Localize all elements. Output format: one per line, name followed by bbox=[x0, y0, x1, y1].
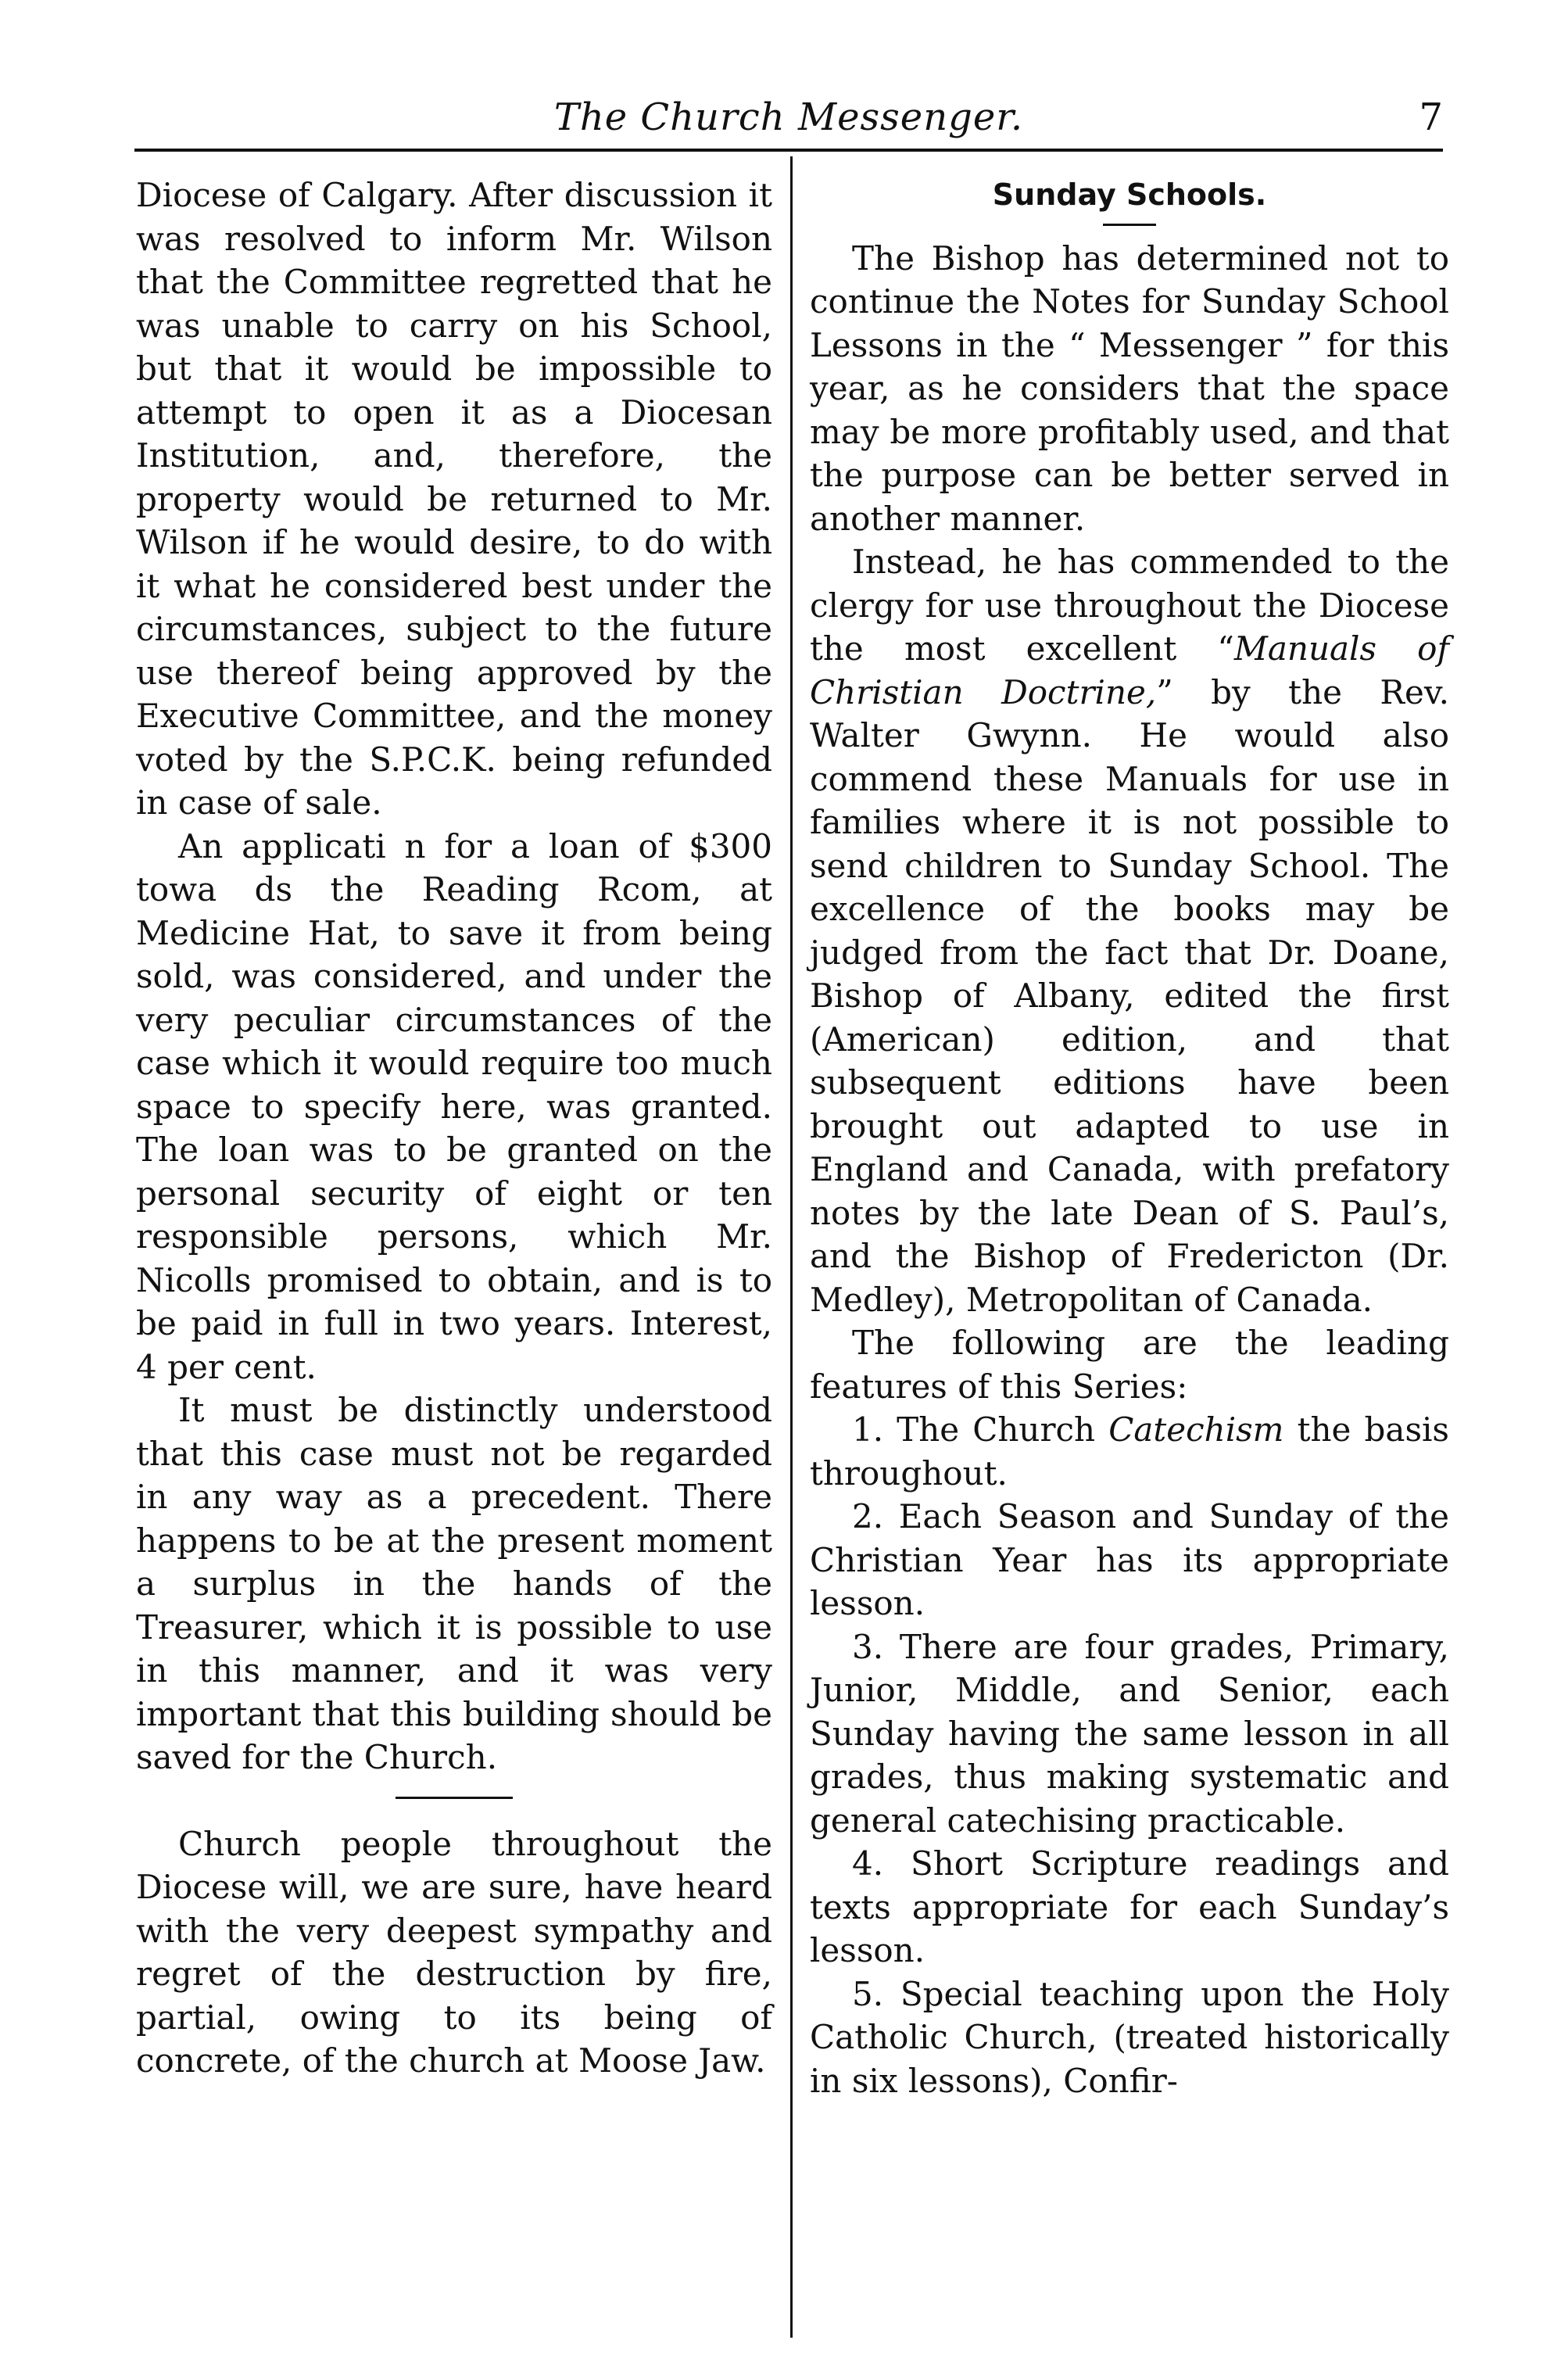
list-item: 2. Each Season and Sunday of the Christian Year has its appropriate lesson. bbox=[810, 1497, 1449, 1622]
page-header bbox=[134, 92, 1443, 153]
paragraph-features-intro: The following are the leading features of this Series: bbox=[810, 1324, 1449, 1406]
header-rule bbox=[134, 149, 1443, 152]
page-number: 7 bbox=[1419, 95, 1443, 139]
item1-italic: Catechism bbox=[1108, 1410, 1284, 1449]
item1-before: 1. The Church bbox=[852, 1410, 1109, 1449]
list-item bbox=[810, 1408, 1449, 1495]
paragraph-reading-room-loan: An applicati n for a loan of $300 towa ds the Reading Rcom, at Medicine Hat, to save it from being sold, was considered, and under the very peculiar circumstances of the case which it would require too much space to specify here, was granted. The loan was to be granted on the personal security of eight or ten responsible persons, which Mr. Nicolls promised to obtain, and is to be paid in full in two years. Interest, 4 per cent. bbox=[136, 826, 772, 1386]
list-item: 4. Short Scripture readings and texts appropriate for each Sunday’s lesson. bbox=[810, 1844, 1449, 1969]
section-heading: Sunday Schools. bbox=[992, 177, 1267, 212]
paragraph-calgary-school: Diocese of Calgary. After discussion it was resolved to inform Mr. Wilson that the Committee regretted that he was unable to carry on his School, but that it would be impossible to attempt to open it as a Diocesan Institution, and, therefore, the property would be returned to Mr. Wilson if he would desire, to do with it what he considered best under the circumstances, subject to the future use thereof being approved by the Executive Committee, and the money voted by the S.P.C.K. being refunded in case of sale. bbox=[136, 176, 772, 822]
left-column bbox=[136, 174, 772, 2083]
manuals-title: Manuals of Christian Doctrine, bbox=[810, 629, 1450, 711]
paragraph-bishop-notes: The Bishop has determined not to continue the Notes for Sunday School Lessons in the “ Messenger ” for this year, as he considers that the space may be more profitably used, and that the purpose can be better served in another manner. bbox=[810, 238, 1449, 538]
section-rule bbox=[396, 1797, 513, 1799]
running-title: The Church Messenger. bbox=[553, 95, 1024, 139]
paragraph-moose-jaw-fire: Church people throughout the Diocese will, we are sure, have heard with the very deepest sympathy and regret of the destruction by fire, partial, owing to its being of concrete, of the church at Moose Jaw. bbox=[136, 1824, 772, 2080]
column-divider bbox=[790, 156, 793, 2338]
manuals-text-after: ” by the Rev. Walter Gwynn. He would also commend these Manuals for use in families where it is not possible to send children to Sunday School. The excellence of the books may be judged from the fact that Dr. Doane, Bishop of Albany, edited the first (American) edition, and that subsequent editions have been brought out adapted to use in England and Canada, with prefatory notes by the late Dean of S. Paul’s, and the Bishop of Fredericton (Dr. Medley), Metropolitan of Canada. bbox=[810, 672, 1449, 1319]
heading-rule bbox=[1103, 224, 1156, 226]
paragraph-precedent: It must be distinctly understood that this case must not be regarded in any way as a precedent. There happens to be at the present moment a surplus in the hands of the Treasurer, which it is possible to use in this manner, and it was very important that this building should be saved for the Church. bbox=[136, 1391, 772, 1776]
item1-after: the basis throughout. bbox=[810, 1410, 1449, 1493]
paragraph-manuals bbox=[810, 540, 1449, 1321]
manuals-text-before: Instead, he has commended to the clergy for use throughout the Diocese the most excellent “ bbox=[810, 543, 1449, 668]
right-column bbox=[810, 174, 1449, 2102]
list-item: 5. Special teaching upon the Holy Catholic Church, (treated historically in six lessons), Confir- bbox=[810, 1974, 1449, 2100]
list-item: 3. There are four grades, Primary, Junior, Middle, and Senior, each Sunday having the same lesson in all grades, thus making systematic and general catechising practicable. bbox=[810, 1627, 1449, 1840]
